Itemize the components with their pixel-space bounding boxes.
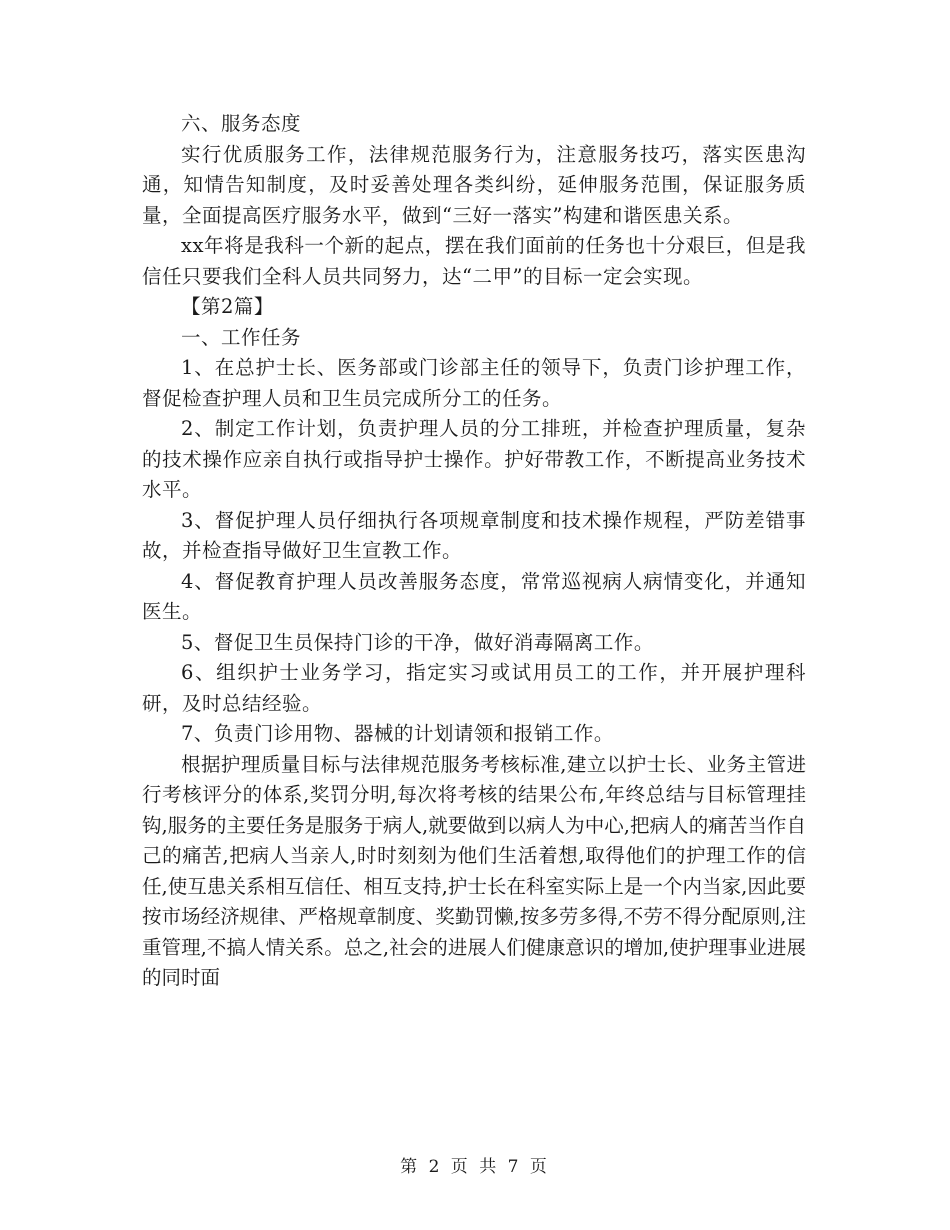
body-paragraph: xx年将是我科一个新的起点，摆在我们面前的任务也十分艰巨，但是我信任只要我们全科人员共同努力，达“二甲”的目标一定会实现。 <box>142 234 806 288</box>
list-item: 5、督促卫生员保持门诊的干净，做好消毒隔离工作。 <box>181 630 654 654</box>
list-item: 7、负责门诊用物、器械的计划请领和报销工作。 <box>181 722 614 745</box>
list-item: 2、制定工作计划，负责护理人员的分工排班，并检查护理质量，复杂的技术操作应亲自执行或指导护士操作。护好带教工作，不断提高业务技术水平。 <box>142 417 806 501</box>
list-item: 6、组织护士业务学习，指定实习或试用员工的工作，并开展护理科研，及时总结经验。 <box>142 661 806 715</box>
list-item: 1、在总护士长、医务部或门诊部主任的领导下，负责门诊护理工作，督促检查护理人员和卫生员完成所分工的任务。 <box>142 356 806 410</box>
list-item: 3、督促护理人员仔细执行各项规章制度和技术操作规程，严防差错事故，并检查指导做好卫生宣教工作。 <box>142 508 806 562</box>
body-paragraph: 实行优质服务工作，法律规范服务行为，注意服务技巧，落实医患沟通，知情告知制度，及时妥善处理各类纠纷，延伸服务范围，保证服务质量，全面提高医疗服务水平，做到“三好一落实”构建和谐医患关系。 <box>142 142 806 227</box>
body-paragraph: 根据护理质量目标与法律规范服务考核标准,建立以护士长、业务主管进行考核评分的体系,奖罚分明,每次将考核的结果公布,年终总结与目标管理挂钩,服务的主要任务是服务于病人,就要做到以病人为中心,把病人的痛苦当作自己的痛苦,把病人当亲人,时时刻刻为他们生活着想,取得他们的护理工作的信任,使互患关系相互信任、相互支持,护士长在科室实际上是一个内当家,因此要按市场经济规律、严格规章制度、奖勤罚懒,按多劳多得,不劳不得分配原则,注重管理,不搞人情关系。总之,社会的进展人们健康意识的增加,使护理事业进展的同时面 <box>142 752 806 989</box>
section-heading-work-tasks: 一、工作任务 <box>181 325 302 349</box>
section-heading-service-attitude: 六、服务态度 <box>181 112 302 135</box>
list-item: 4、督促教育护理人员改善服务态度，常常巡视病人病情变化，并通知医生。 <box>142 569 806 623</box>
document-body <box>142 109 806 994</box>
page-number-footer: 第 2 页 共 7 页 <box>400 1157 550 1177</box>
article-heading-part-2: 【第2篇】 <box>181 295 274 318</box>
